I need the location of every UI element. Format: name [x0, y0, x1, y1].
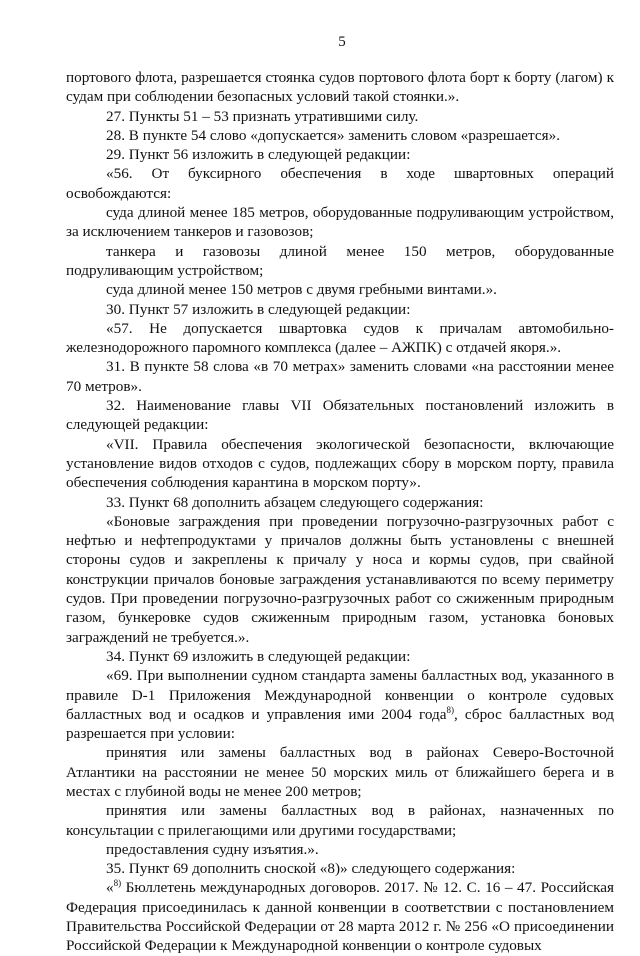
paragraph-text: «: [106, 879, 114, 897]
footnote-ref: 8): [113, 878, 122, 889]
page-number: 5: [338, 34, 346, 50]
paragraph: 34. Пункт 69 изложить в следующей редакции:: [106, 647, 411, 665]
paragraph: [66, 666, 614, 743]
paragraph: «57. Не допускается швартовка судов к причалам автомобильно-железнодорожного паромного комплекса (далее – АЖПК) с отдачей якоря.».: [66, 319, 614, 357]
paragraph: 32. Наименование главы VII Обязательных постановлений изложить в следующей редакции:: [66, 397, 614, 434]
paragraph: предоставления судну изъятия.».: [106, 840, 319, 858]
paragraph: 29. Пункт 56 изложить в следующей редакции:: [106, 146, 411, 164]
paragraph: 30. Пункт 57 изложить в следующей редакции:: [106, 300, 411, 318]
paragraph: танкера и газовозы длиной менее 150 метров, оборудованные подруливающим устройством;: [66, 242, 614, 279]
paragraph-text: «69. При выполнении судном стандарта замены балластных вод, указанного в правиле D-1 Приложения Международной конвенции о контроле судовых балластных вод и осадков и управления ими 2004 года: [66, 667, 614, 723]
footnote-ref: 8): [446, 704, 454, 715]
paragraph: 31. В пункте 58 слова «в 70 метрах» заменить словами «на расстоянии менее 70 метров».: [66, 358, 614, 395]
paragraph-text: Бюллетень международных договоров. 2017. № 12. С. 16 – 47. Российская Федерация присоединилась к данной конвенции в соответствии с постановлением Правительства Российской Федерации от 28 марта 2012 г. № 256 «О присоединении Российской Федерации к Международной конвенции о контроле судовых: [66, 879, 614, 955]
paragraph: 33. Пункт 68 дополнить абзацем следующего содержания:: [106, 493, 484, 511]
paragraph: принятия или замены балластных вод в районах Северо-Восточной Атлантики на расстоянии не менее 50 морских миль от ближайшего берега и в местах с глубиной воды не менее 200 метров;: [66, 744, 614, 800]
paragraph: суда длиной менее 185 метров, оборудованные подруливающим устройством, за исключением танкеров и газовозов;: [66, 204, 614, 241]
paragraph: суда длиной менее 150 метров с двумя гребными винтами.».: [106, 281, 497, 299]
paragraph: принятия или замены балластных вод в районах, назначенных по консультации с прилегающими или другими государствами;: [66, 802, 614, 839]
paragraph-text: , сброс балластных вод разрешается при условии:: [66, 705, 614, 743]
paragraph: «56. От буксирного обеспечения в ходе швартовных операций освобождаются:: [66, 165, 614, 202]
paragraph: [66, 878, 614, 955]
paragraph: «Боновые заграждения при проведении погрузочно-разгрузочных работ с нефтью и нефтепродуктами у причалов должны быть установлены с внешней стороны судов и закреплены к причалу у носа и кормы судов, при свайной конструкции причалов боновые заграждения устанавливаются по всему периметру судов. При проведении погрузочно-разгрузочных работ со сжиженным природным газом, бункеровке судов сжиженным природным газом, установка боновых заграждений не требуется.».: [66, 512, 614, 646]
document-body: [66, 68, 614, 956]
paragraph: 28. В пункте 54 слово «допускается» заменить словом «разрешается».: [106, 126, 560, 144]
paragraph: «VII. Правила обеспечения экологической безопасности, включающие установление видов отходов с судов, подлежащих сбору в морском порту, правила обеспечения соблюдения карантина в морском порту».: [66, 435, 614, 492]
paragraph: 27. Пункты 51 – 53 признать утратившими силу.: [106, 107, 419, 125]
paragraph: 35. Пункт 69 дополнить сноской «8)» следующего содержания:: [106, 860, 516, 878]
paragraph: портового флота, разрешается стоянка судов портового флота борт к борту (лагом) к судам при соблюдении безопасных условий такой стоянки.».: [66, 69, 614, 106]
